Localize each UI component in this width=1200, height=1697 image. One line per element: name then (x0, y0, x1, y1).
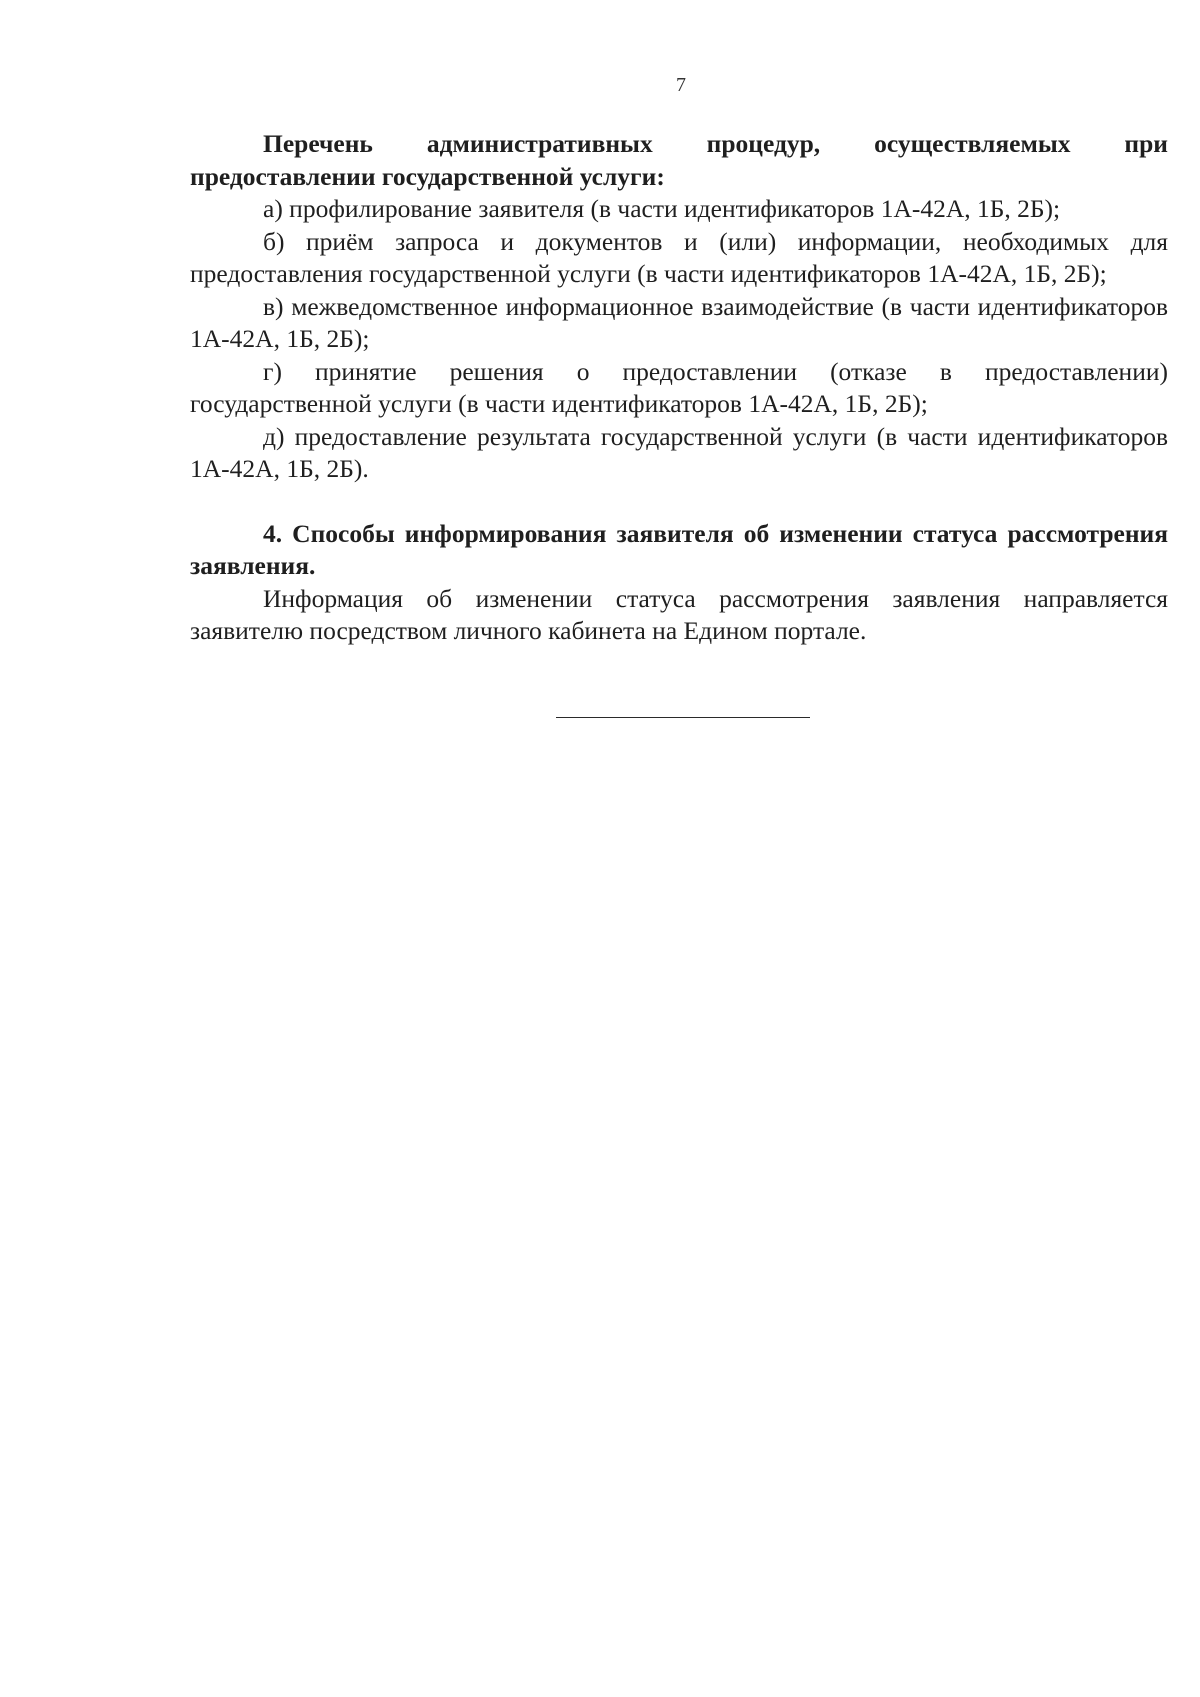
section-4-body: Информация об изменении статуса рассмотрения заявления направляется заявителю посредством личного кабинета на Едином портале. (190, 583, 1168, 645)
document-body (190, 128, 1168, 648)
section-4 (190, 518, 1168, 648)
page-number: 7 (676, 74, 686, 96)
end-rule-divider (556, 717, 810, 718)
procedure-item-v: в) межведомственное информационное взаимодействие (в части идентификаторов 1А-42А, 1Б, 2Б); (190, 291, 1168, 353)
procedures-heading: Перечень административных процедур, осуществляемых при предоставлении государственной услуги: (190, 129, 1168, 191)
procedure-item-a: а) профилирование заявителя (в части идентификаторов 1А-42А, 1Б, 2Б); (263, 194, 1061, 223)
procedure-item-b: б) приём запроса и документов и (или) информации, необходимых для предоставления государственной услуги (в части идентификаторов 1А-42А, 1Б, 2Б); (190, 226, 1168, 288)
page-number-container (0, 74, 1200, 97)
procedure-item-g: г) принятие решения о предоставлении (отказе в предоставлении) государственной услуги (в части идентификаторов 1А-42А, 1Б, 2Б); (190, 356, 1168, 418)
section-4-heading: 4. Способы информирования заявителя об изменении статуса рассмотрения заявления. (190, 518, 1168, 580)
procedure-item-d: д) предоставление результата государственной услуги (в части идентификаторов 1А-42А, 1Б, 2Б). (190, 421, 1168, 483)
